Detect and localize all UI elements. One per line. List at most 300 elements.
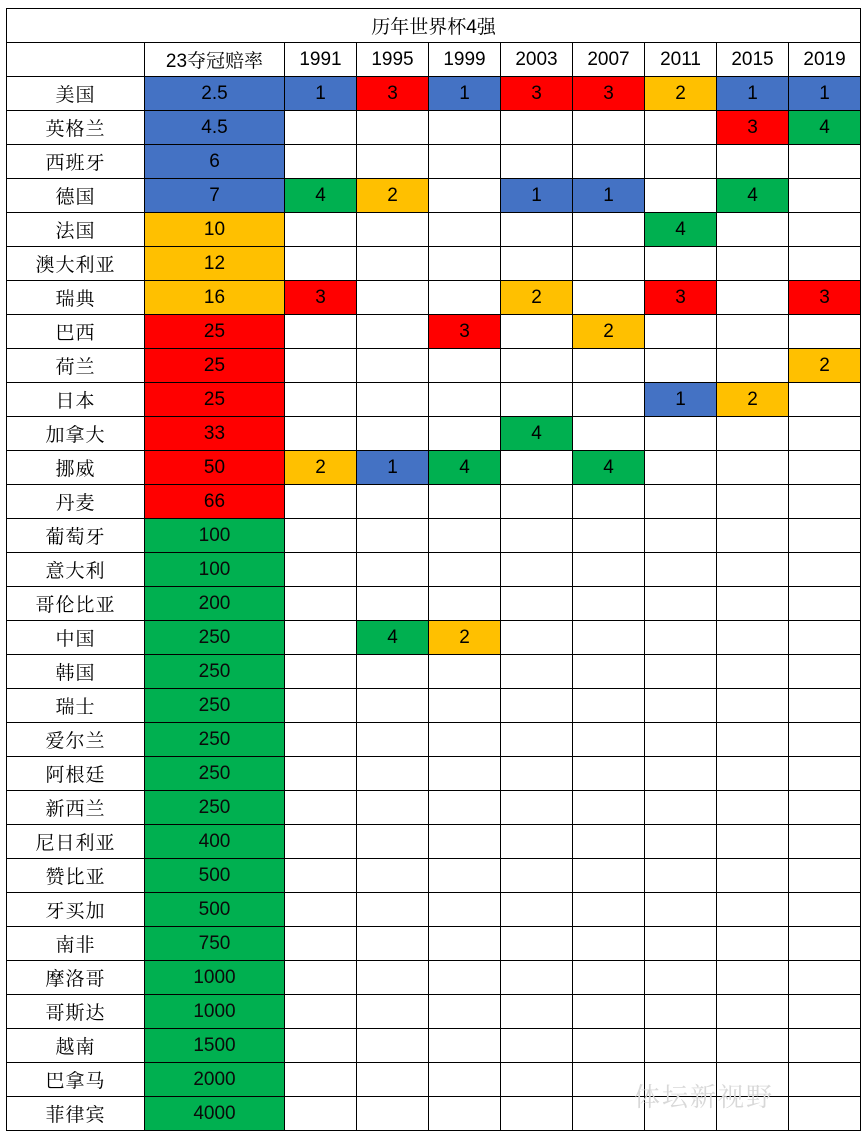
rank-cell [645,145,717,179]
rank-cell: 4 [285,179,357,213]
odds-cell: 4.5 [145,111,285,145]
rank-cell [645,723,717,757]
rank-cell [285,689,357,723]
rank-cell [789,859,861,893]
table-row [7,791,861,825]
table-row [7,1097,861,1131]
rank-cell [717,723,789,757]
rank-cell [789,893,861,927]
rank-cell [357,723,429,757]
title-row [7,9,861,43]
rank-cell [357,383,429,417]
odds-cell: 500 [145,893,285,927]
rank-cell [501,213,573,247]
table-row [7,757,861,791]
rank-cell [717,213,789,247]
rank-cell [357,689,429,723]
rank-cell [285,621,357,655]
table-row [7,893,861,927]
rank-cell [573,1029,645,1063]
table-row [7,383,861,417]
rank-cell [789,689,861,723]
rank-cell [717,247,789,281]
odds-cell: 25 [145,315,285,349]
rank-cell [573,553,645,587]
rank-cell [501,553,573,587]
rank-cell [429,145,501,179]
table-row [7,519,861,553]
country-name-cell: 牙买加 [7,893,145,927]
rank-cell [501,961,573,995]
odds-cell: 250 [145,621,285,655]
rank-cell [645,689,717,723]
rank-cell: 2 [645,77,717,111]
rank-cell [645,825,717,859]
rank-cell [429,927,501,961]
rank-cell [501,621,573,655]
rank-cell [429,1063,501,1097]
rank-cell [429,111,501,145]
rank-cell [501,1063,573,1097]
rank-cell [501,247,573,281]
rank-cell [789,213,861,247]
country-name-cell: 荷兰 [7,349,145,383]
odds-cell: 750 [145,927,285,961]
rank-cell [285,213,357,247]
rank-cell [645,519,717,553]
country-name-cell: 摩洛哥 [7,961,145,995]
odds-cell: 250 [145,791,285,825]
country-name-cell: 赞比亚 [7,859,145,893]
rank-cell [717,893,789,927]
rank-cell [645,655,717,689]
rank-cell [357,145,429,179]
rank-cell [429,179,501,213]
rank-cell: 3 [645,281,717,315]
table-row [7,553,861,587]
rank-cell [573,927,645,961]
rank-cell [573,1063,645,1097]
rank-cell: 1 [573,179,645,213]
rank-cell [357,995,429,1029]
country-name-cell: 西班牙 [7,145,145,179]
table-row [7,1063,861,1097]
rank-cell [357,655,429,689]
odds-cell: 10 [145,213,285,247]
spreadsheet-sheet [0,8,846,1132]
rank-cell [645,1029,717,1063]
rank-cell [429,655,501,689]
rank-cell [501,927,573,961]
rank-cell [645,417,717,451]
rank-cell [501,1097,573,1131]
rank-cell [429,213,501,247]
country-name-cell: 挪威 [7,451,145,485]
country-name-cell: 菲律宾 [7,1097,145,1131]
rank-cell: 3 [357,77,429,111]
rank-cell: 3 [789,281,861,315]
rank-cell [717,1029,789,1063]
rank-cell [645,349,717,383]
odds-cell: 12 [145,247,285,281]
rank-cell: 2 [285,451,357,485]
rank-cell [429,791,501,825]
rank-cell [285,315,357,349]
rank-cell [645,1063,717,1097]
rank-cell [429,825,501,859]
rank-cell [573,1097,645,1131]
rank-cell [357,1063,429,1097]
rank-cell [573,825,645,859]
rank-cell: 4 [789,111,861,145]
table-row [7,961,861,995]
rank-cell [573,383,645,417]
rank-cell [429,1029,501,1063]
rank-cell [501,349,573,383]
country-name-cell: 丹麦 [7,485,145,519]
rank-cell [357,825,429,859]
rank-cell: 1 [717,77,789,111]
rank-cell [789,655,861,689]
rank-cell: 4 [573,451,645,485]
rank-cell [285,961,357,995]
rank-cell [717,655,789,689]
odds-cell: 4000 [145,1097,285,1131]
rank-cell: 4 [429,451,501,485]
rank-cell [717,825,789,859]
header-year: 2015 [717,43,789,77]
odds-cell: 16 [145,281,285,315]
rank-cell [717,1097,789,1131]
rank-cell [357,553,429,587]
rank-cell [573,417,645,451]
header-row [7,43,861,77]
watermark: 体坛新视野 [633,1082,774,1112]
table-row [7,587,861,621]
rank-cell [501,689,573,723]
rank-cell [789,791,861,825]
rank-cell: 3 [429,315,501,349]
rank-cell [789,1063,861,1097]
odds-cell: 25 [145,383,285,417]
rank-cell [357,349,429,383]
odds-cell: 66 [145,485,285,519]
rank-cell [357,485,429,519]
rank-cell [357,281,429,315]
rank-cell [717,757,789,791]
odds-cell: 100 [145,519,285,553]
rank-cell: 2 [573,315,645,349]
rank-cell [573,655,645,689]
rank-cell: 1 [429,77,501,111]
rank-cell [501,587,573,621]
rank-cell [429,587,501,621]
rank-cell: 1 [285,77,357,111]
rank-cell: 2 [429,621,501,655]
rank-cell [429,383,501,417]
table-row [7,859,861,893]
rank-cell [645,553,717,587]
rank-cell [789,247,861,281]
rank-cell [789,1029,861,1063]
rank-cell [789,1097,861,1131]
rank-cell [717,485,789,519]
rank-cell [501,859,573,893]
rank-cell [501,519,573,553]
header-odds: 23夺冠赔率 [145,43,285,77]
odds-cell: 2000 [145,1063,285,1097]
rank-cell [357,927,429,961]
rank-cell [573,587,645,621]
odds-cell: 33 [145,417,285,451]
odds-cell: 400 [145,825,285,859]
rank-cell [429,1097,501,1131]
rank-cell [717,995,789,1029]
country-name-cell: 意大利 [7,553,145,587]
rank-cell: 3 [573,77,645,111]
rank-cell [645,961,717,995]
odds-cell: 1500 [145,1029,285,1063]
odds-cell: 2.5 [145,77,285,111]
table-row [7,451,861,485]
rank-cell [717,927,789,961]
rank-cell [285,383,357,417]
odds-cell: 6 [145,145,285,179]
rank-cell [645,111,717,145]
rank-cell [501,995,573,1029]
rank-cell [501,145,573,179]
rank-cell: 2 [717,383,789,417]
table-row [7,621,861,655]
country-name-cell: 葡萄牙 [7,519,145,553]
table-row [7,145,861,179]
rank-cell [573,791,645,825]
rank-cell [717,689,789,723]
rank-cell [429,349,501,383]
rank-cell [429,485,501,519]
page-title: 历年世界杯4强 [7,9,861,43]
rank-cell [501,383,573,417]
rank-cell [501,893,573,927]
rank-cell [789,723,861,757]
country-name-cell: 新西兰 [7,791,145,825]
rank-cell [357,111,429,145]
rank-cell [717,145,789,179]
country-name-cell: 巴西 [7,315,145,349]
odds-cell: 7 [145,179,285,213]
rank-cell [573,723,645,757]
odds-cell: 200 [145,587,285,621]
rank-cell [501,451,573,485]
rank-cell [429,893,501,927]
country-name-cell: 越南 [7,1029,145,1063]
rank-cell [285,757,357,791]
rank-cell [789,519,861,553]
rank-cell [501,1029,573,1063]
rank-cell [285,859,357,893]
country-name-cell: 美国 [7,77,145,111]
rank-cell [573,145,645,179]
country-name-cell: 澳大利亚 [7,247,145,281]
rank-cell: 1 [357,451,429,485]
rank-cell [285,519,357,553]
rank-cell [285,145,357,179]
rank-cell [645,247,717,281]
country-name-cell: 瑞典 [7,281,145,315]
rank-cell [789,417,861,451]
rank-cell [357,587,429,621]
country-name-cell: 瑞士 [7,689,145,723]
country-name-cell: 巴拿马 [7,1063,145,1097]
country-name-cell: 中国 [7,621,145,655]
rank-cell [573,281,645,315]
rank-cell [789,485,861,519]
rank-cell [429,689,501,723]
rank-cell [429,417,501,451]
rank-cell [429,247,501,281]
rank-cell: 2 [357,179,429,213]
rank-cell [357,859,429,893]
table-row [7,689,861,723]
rank-cell [573,621,645,655]
rank-cell: 3 [717,111,789,145]
odds-cell: 25 [145,349,285,383]
rank-cell [717,587,789,621]
country-name-cell: 德国 [7,179,145,213]
odds-cell: 100 [145,553,285,587]
rank-cell [357,757,429,791]
rank-cell [429,553,501,587]
table-row [7,349,861,383]
rank-cell: 2 [789,349,861,383]
rank-cell [789,383,861,417]
rank-cell [357,893,429,927]
rank-cell [357,961,429,995]
rank-cell [501,655,573,689]
rank-cell [285,485,357,519]
rank-cell [501,757,573,791]
rank-cell [645,927,717,961]
rank-cell [717,1063,789,1097]
rank-cell: 1 [789,77,861,111]
rank-cell [573,519,645,553]
rank-cell [429,723,501,757]
header-year: 1999 [429,43,501,77]
header-year: 2011 [645,43,717,77]
rank-cell [789,145,861,179]
rank-cell [573,757,645,791]
rank-cell [357,247,429,281]
rank-cell [717,621,789,655]
rank-cell [789,553,861,587]
rank-cell [501,485,573,519]
rank-cell: 3 [285,281,357,315]
rank-cell [285,825,357,859]
rank-cell: 4 [645,213,717,247]
table-row [7,417,861,451]
rank-cell [357,213,429,247]
rank-cell [717,553,789,587]
rank-cell [573,893,645,927]
rank-cell [717,859,789,893]
rank-cell [285,111,357,145]
country-name-cell: 韩国 [7,655,145,689]
header-country-blank [7,43,145,77]
table-row [7,723,861,757]
country-name-cell: 爱尔兰 [7,723,145,757]
rank-cell [285,893,357,927]
rank-cell [789,587,861,621]
rank-cell [573,689,645,723]
table-row [7,1029,861,1063]
table-row [7,485,861,519]
rank-cell [717,349,789,383]
country-name-cell: 日本 [7,383,145,417]
rank-cell [429,757,501,791]
rank-cell [429,519,501,553]
rank-cell [501,791,573,825]
odds-cell: 50 [145,451,285,485]
country-name-cell: 南非 [7,927,145,961]
rank-cell [573,961,645,995]
rank-cell [717,281,789,315]
rank-cell [645,179,717,213]
rank-cell [285,349,357,383]
rank-cell [717,417,789,451]
rank-cell [717,451,789,485]
table-row [7,315,861,349]
rank-cell [429,281,501,315]
table-row [7,77,861,111]
table-row [7,281,861,315]
rank-cell [357,519,429,553]
header-year: 2003 [501,43,573,77]
rank-cell [285,1097,357,1131]
rank-cell [717,961,789,995]
rank-cell [645,621,717,655]
country-name-cell: 哥斯达 [7,995,145,1029]
rank-cell [573,859,645,893]
rank-cell [357,1097,429,1131]
rank-cell [717,315,789,349]
rank-cell [645,791,717,825]
rank-cell: 1 [645,383,717,417]
odds-cell: 250 [145,723,285,757]
rank-cell [285,1029,357,1063]
rank-cell [285,927,357,961]
rank-cell [501,723,573,757]
rank-cell: 2 [501,281,573,315]
rank-cell [429,961,501,995]
table-row [7,927,861,961]
rank-cell [645,485,717,519]
odds-cell: 500 [145,859,285,893]
rank-cell [429,995,501,1029]
rank-cell [789,757,861,791]
country-name-cell: 加拿大 [7,417,145,451]
rank-cell: 3 [501,77,573,111]
rank-cell [501,825,573,859]
rank-cell [645,1097,717,1131]
rank-cell [645,757,717,791]
header-year: 1995 [357,43,429,77]
rank-cell [573,485,645,519]
rank-cell [573,213,645,247]
rank-cell [285,791,357,825]
rank-cell: 4 [717,179,789,213]
country-name-cell: 英格兰 [7,111,145,145]
rank-cell [645,893,717,927]
